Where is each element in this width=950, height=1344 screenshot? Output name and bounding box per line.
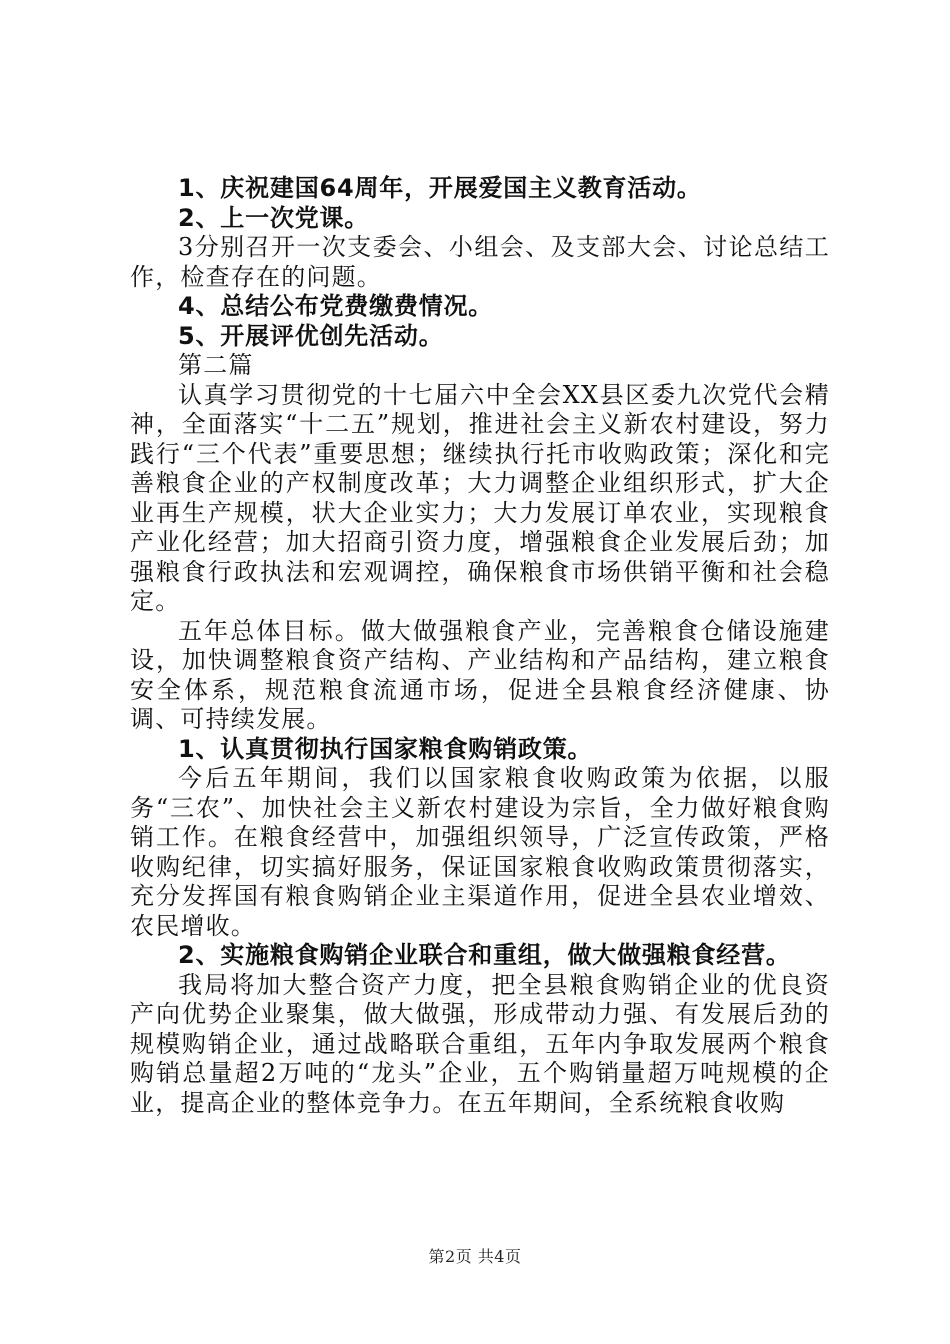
list-item-meetings: 3分别召开一次支委会、小组会、及支部大会、讨论总结工作，检查存在的问题。: [130, 233, 830, 291]
paragraph-policy: 今后五年期间，我们以国家粮食收购政策为依据，以服务“三农”、加快社会主义新农村建设为宗旨，全力做好粮食购销工作。在粮食经营中，加强组织领导，广泛宣传政策，严格收购纪律，切实搞好服务，保证国家粮食收购政策贯彻落实，充分发挥国有粮食购销企业主渠道作用，促进全县农业增效、农民增收。: [130, 764, 830, 940]
page-number: 第2页 共4页: [428, 1247, 522, 1266]
document-body: [130, 174, 830, 1118]
paragraph-intro: 认真学习贯彻党的十七届六中全会XX县区委九次党代会精神，全面落实“十二五”规划，推进社会主义新农村建设，努力践行“三个代表”重要思想；继续执行托市收购政策；深化和完善粮食企业的产权制度改革；大力调整企业组织形式，扩大企业再生产规模，状大企业实力；大力发展订单农业，实现粮食产业化经营；加大招商引资力度，增强粮食企业发展后劲；加强粮食行政执法和宏观调控，确保粮食市场供销平衡和社会稳定。: [130, 380, 830, 615]
list-item-party-lecture: 2、上一次党课。: [178, 203, 370, 232]
list-item-dues: 4、总结公布党费缴费情况。: [178, 292, 494, 320]
subheading-restructure: 2、实施粮食购销企业联合和重组，做大做强粮食经营。: [178, 941, 791, 969]
list-item-evaluation: 5、开展评优创先活动。: [178, 321, 444, 350]
paragraph-restructure: 我局将加大整合资产力度，把全县粮食购销企业的优良资产向优势企业聚集，做大做强，形成带动力强、有发展后劲的规模购销企业，通过战略联合重组，五年内争取发展两个粮食购销总量超2万吨的“龙头”企业，五个购销量超万吨规模的企业，提高企业的整体竞争力。在五年期间，全系统粮食收购: [130, 970, 830, 1117]
section-title: 第二篇: [178, 351, 254, 379]
paragraph-goals: 五年总体目标。做大做强粮食产业，完善粮食仓储设施建设，加快调整粮食资产结构、产业结构和产品结构，建立粮食安全体系，规范粮食流通市场，促进全县粮食经济健康、协调、可持续发展。: [130, 616, 830, 733]
subheading-policy: 1、认真贯彻执行国家粮食购销政策。: [178, 734, 593, 763]
list-item-celebration: 1、庆祝建国64周年，开展爱国主义教育活动。: [178, 174, 702, 202]
